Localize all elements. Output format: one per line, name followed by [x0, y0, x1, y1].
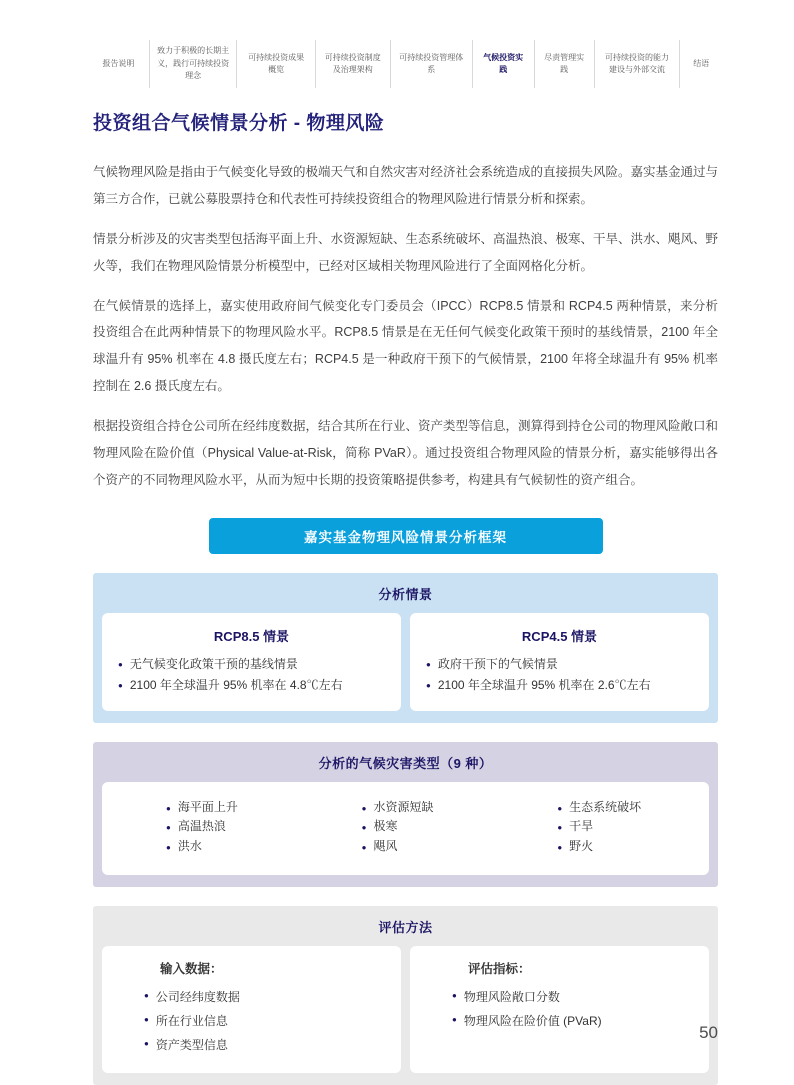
card-hazard-list — [102, 782, 709, 875]
bullet-icon: ● — [361, 823, 367, 833]
card-evaluation-metrics — [410, 946, 709, 1073]
list-item: ● 极寒 — [360, 817, 504, 837]
paragraph-ipcc-scenarios: 在气候情景的选择上，嘉实使用政府间气候变化专门委员会（IPCC）RCP8.5 情景和 RCP4.5 两种情景，来分析投资组合在此两种情景下的物理风险水平。RCP8.5 情景是在无任何气候变化政策干预时的基线情景，2100 年全球温升有 95% 机率在 4.8 摄氏度左右；RCP4.5 是一种政府干预下的气候情景，2100 年将全球温升有 95% 机率控制在 2.6 摄氏度左右。 — [93, 298, 718, 394]
list-item: ● 干旱 — [555, 817, 699, 837]
hazard-column-2 — [308, 798, 504, 857]
section-title-hazards: 分析的气候灾害类型（9 种） — [318, 755, 493, 771]
paragraph-hazard-types: 情景分析涉及的灾害类型包括海平面上升、水资源短缺、生态系统破坏、高温热浪、极寒、干旱、洪水、飓风、野火等，我们在物理风险情景分析模型中，已经对区域相关物理风险进行了全面网格化分析。 — [93, 231, 719, 273]
bullet-icon: ● — [361, 803, 367, 813]
list-item: ● 水资源短缺 — [360, 798, 504, 818]
card-title-rcp85: RCP8.5 情景 — [213, 628, 290, 644]
nav-tab-capacity-building[interactable]: 可持续投资的能力建设与外部交流 — [595, 40, 681, 88]
section-hazard-types — [93, 742, 718, 887]
bullet-icon: ● — [144, 1039, 149, 1049]
nav-tab-management-system[interactable]: 可持续投资管理体系 — [391, 40, 473, 88]
nav-tab-investment-results[interactable]: 可持续投资成果概览 — [237, 40, 315, 88]
section-evaluation-method — [93, 906, 718, 1085]
nav-tab-stewardship[interactable]: 尽责管理实践 — [535, 40, 595, 88]
framework-banner-wrap — [93, 518, 718, 554]
nav-tab-report-notes[interactable]: 报告说明 — [88, 40, 150, 88]
bullet-icon: ● — [426, 680, 431, 690]
bullet-icon: ● — [426, 659, 431, 669]
bullet-icon: ● — [166, 823, 171, 833]
nav-tab-climate-investment-active[interactable]: 气候投资实践 — [473, 40, 535, 88]
bullet-icon: ● — [166, 803, 171, 813]
section-title-scenarios: 分析情景 — [378, 586, 433, 602]
page-title: 投资组合气候情景分析 - 物理风险 — [93, 113, 385, 134]
bullet-icon: ● — [118, 659, 123, 669]
list-item: ● 2100 年全球温升 95% 机率在 2.6℃左右 — [424, 675, 695, 696]
bullet-icon: ● — [452, 991, 457, 1001]
section-title-method: 评估方法 — [378, 920, 433, 936]
bullet-icon: ● — [557, 843, 563, 853]
nav-tab-governance[interactable]: 可持续投资制度及治理架构 — [316, 40, 391, 88]
list-item: ● 所在行业信息 — [142, 1009, 385, 1033]
list-item: ● 飓风 — [360, 837, 504, 857]
bullet-icon: ● — [118, 680, 123, 690]
list-item: ● 高温热浪 — [164, 817, 308, 837]
bullet-icon: ● — [144, 991, 149, 1001]
card-rcp45 — [410, 613, 709, 711]
list-item: ● 资产类型信息 — [142, 1033, 385, 1057]
card-input-data — [102, 946, 401, 1073]
paragraph-physical-risk-intro: 气候物理风险是指由于气候变化导致的极端天气和自然灾害对经济社会系统造成的直接损失风险。嘉实基金通过与第三方合作，已就公募股票持仓和代表性可持续投资组合的物理风险进行情景分析和探索。 — [93, 165, 719, 206]
list-item: ● 生态系统破坏 — [555, 798, 699, 818]
nav-tab-long-termism[interactable]: 致力于积极的长期主义，践行可持续投资理念 — [150, 40, 238, 88]
top-nav — [88, 40, 722, 88]
bullet-icon: ● — [557, 823, 563, 833]
list-item: ● 公司经纬度数据 — [142, 985, 385, 1009]
framework-banner: 嘉实基金物理风险情景分析框架 — [209, 518, 603, 554]
page-content — [93, 108, 718, 1085]
list-item: ● 野火 — [555, 837, 699, 857]
page-number: 50 — [699, 1023, 718, 1042]
bullet-icon: ● — [144, 1015, 149, 1025]
list-head-input-data: 输入数据： — [160, 962, 223, 977]
card-title-rcp45: RCP4.5 情景 — [521, 628, 598, 644]
bullet-icon: ● — [361, 843, 367, 853]
list-item: ● 政府干预下的气候情景 — [424, 654, 695, 675]
bullet-icon: ● — [452, 1015, 457, 1025]
paragraph-pvar-method: 根据投资组合持仓公司所在经纬度数据，结合其所在行业、资产类型等信息，测算得到持仓公司的物理风险敞口和物理风险在险价值（Physical Value-at-Risk，简称 PVaR）。通过投资组合物理风险的情景分析，嘉实能够得出各个资产的不同物理风险水平，从而为短中长期的投资策略提供参考，构建具有气候韧性的资产组合。 — [93, 419, 719, 487]
card-rcp85 — [102, 613, 401, 711]
bullet-icon: ● — [166, 843, 171, 853]
list-item: ● 无气候变化政策干预的基线情景 — [116, 654, 387, 675]
list-item: ● 洪水 — [164, 837, 308, 857]
bullet-icon: ● — [557, 803, 563, 813]
hazard-column-3 — [503, 798, 699, 857]
list-item: ● 物理风险在险价值 (PVaR) — [450, 1009, 693, 1033]
list-item: ● 物理风险敞口分数 — [450, 985, 693, 1009]
hazard-column-1 — [112, 798, 308, 857]
section-analysis-scenarios — [93, 573, 718, 723]
list-head-evaluation-metrics: 评估指标： — [468, 962, 531, 977]
list-item: ● 海平面上升 — [164, 798, 308, 818]
list-item: ● 2100 年全球温升 95% 机率在 4.8℃左右 — [116, 675, 387, 696]
nav-tab-conclusion[interactable]: 结语 — [693, 58, 710, 68]
